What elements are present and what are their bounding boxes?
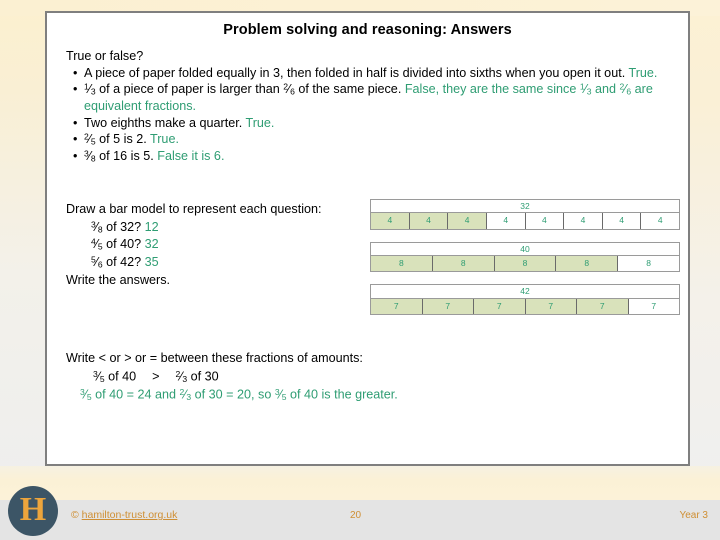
bar-cell-shaded: 4 <box>410 213 449 228</box>
question-text: of 40? <box>102 237 145 252</box>
comparison-left-amount: of 40 <box>104 369 137 384</box>
logo-letter-h: H <box>19 491 47 528</box>
fraction: $^2⁄_6$ <box>283 81 295 97</box>
bar-model-whole-label: 32 <box>371 200 679 213</box>
bar-model-question-list <box>66 219 376 272</box>
answer-text: True. <box>628 65 658 80</box>
bar-cell-shaded: 7 <box>423 299 475 314</box>
statement-text: of a piece of paper is larger than <box>95 82 284 97</box>
explanation-text: of 30 = 20, so <box>191 387 275 402</box>
fraction: $^4⁄_5$ <box>91 236 103 252</box>
fraction: $^2⁄_5$ <box>84 131 96 147</box>
comparison-explanation <box>66 386 666 404</box>
bar-cell-shaded: 8 <box>495 256 557 271</box>
answer-text: True. <box>150 132 179 147</box>
answer-text: False it is 6. <box>157 149 225 164</box>
comparison-operator: > <box>152 369 160 384</box>
bar-cell-shaded: 8 <box>433 256 495 271</box>
bar-model-parts <box>371 299 679 314</box>
page-number: 20 <box>350 510 362 521</box>
fraction: $^3⁄_5$ <box>80 387 92 403</box>
hamilton-trust-logo <box>8 486 58 536</box>
true-false-bullet <box>66 115 676 132</box>
bar-cell-shaded: 7 <box>371 299 423 314</box>
bar-cell: 4 <box>487 213 526 228</box>
bar-cell: 8 <box>646 258 651 269</box>
left-gradient-band <box>0 0 46 500</box>
comparison-expression <box>66 368 666 386</box>
fraction: $^2⁄_3$ <box>179 387 192 403</box>
bar-cell-shaded: 7 <box>526 299 578 314</box>
question-answer: 32 <box>144 237 159 252</box>
answer-text: are equivalent fractions. <box>84 82 653 114</box>
page-title: Problem solving and reasoning: Answers <box>223 22 512 38</box>
answer-text: False, they are the same since <box>404 82 580 97</box>
fraction: $^2⁄_6$ <box>619 81 632 97</box>
true-false-prompt: True or false? <box>66 49 144 63</box>
bar-model <box>370 242 680 273</box>
hamilton-trust-link[interactable]: hamilton-trust.org.uk <box>81 509 178 521</box>
statement-text: Two eighths make a quarter. <box>84 115 246 130</box>
true-false-bullet-list <box>66 65 676 165</box>
year-tag: Year 3 <box>679 510 708 521</box>
explanation-text: of 40 = 24 and <box>91 387 180 402</box>
statement-text: of 16 is 5. <box>95 149 158 164</box>
bar-cell: 4 <box>526 213 565 228</box>
bar-cell-shaded: 7 <box>474 299 526 314</box>
bar-model-question <box>66 254 376 272</box>
question-text: of 32? <box>102 219 145 234</box>
fraction: $^1⁄_3$ <box>579 81 592 97</box>
question-answer: 12 <box>144 219 159 234</box>
bar-cell: 4 <box>657 215 663 226</box>
bar-cell-shaded: 7 <box>577 299 629 314</box>
write-the-answers-label: Write the answers. <box>66 272 171 287</box>
bar-cell: 4 <box>603 213 642 228</box>
bar-cell: 4 <box>564 213 603 228</box>
bar-models-group <box>370 199 680 327</box>
bar-cell-shaded: 8 <box>371 256 433 271</box>
bottom-gradient-band <box>0 466 720 500</box>
bar-model-whole-label: 42 <box>371 285 679 298</box>
copyright-icon: © <box>71 509 79 521</box>
bar-model-parts <box>371 256 679 271</box>
bar-model-question <box>66 236 376 254</box>
fraction: $^3⁄_8$ <box>91 219 103 235</box>
bar-model <box>370 284 680 315</box>
bar-model-question-section <box>66 201 376 289</box>
content-box <box>45 11 690 466</box>
bar-cell: 7 <box>651 300 657 311</box>
comparison-section <box>66 350 666 404</box>
explanation-text: of 40 is the greater. <box>286 387 398 402</box>
fraction: $^3⁄_8$ <box>84 148 96 164</box>
true-false-bullet <box>66 81 676 114</box>
true-false-bullet <box>66 148 676 165</box>
comparison-right-amount: of 30 <box>187 369 219 384</box>
bar-cell-shaded: 4 <box>371 213 410 228</box>
copyright-notice <box>71 509 177 521</box>
fraction: $^5⁄_6$ <box>91 254 103 270</box>
statement-text: of the same piece. <box>294 82 405 97</box>
bar-cell-shaded: 4 <box>448 213 487 228</box>
fraction: $^1⁄_3$ <box>84 81 96 97</box>
bar-cell-shaded: 8 <box>556 256 618 271</box>
fraction: $^3⁄_5$ <box>274 387 287 403</box>
true-false-bullet <box>66 131 676 148</box>
bar-model-parts <box>371 213 679 228</box>
bar-model <box>370 199 680 230</box>
true-false-bullet <box>66 65 676 82</box>
statement-text: of 5 is 2. <box>95 132 151 147</box>
bar-model-question <box>66 219 376 237</box>
comparison-prompt: Write < or > or = between these fractions of amounts: <box>66 351 363 365</box>
answer-text: True. <box>245 115 275 130</box>
bar-model-whole-label: 40 <box>371 243 679 256</box>
answer-text: and <box>591 82 620 97</box>
fraction: $^3⁄_5$ <box>93 368 105 384</box>
question-answer: 35 <box>144 254 159 269</box>
fraction: $^2⁄_3$ <box>175 368 188 384</box>
bar-model-prompt: Draw a bar model to represent each question: <box>66 202 322 216</box>
question-text: of 42? <box>102 254 145 269</box>
statement-text: A piece of paper folded equally in 3, then folded in half is divided into sixths when you open it out. <box>84 65 629 80</box>
true-or-false-section <box>66 48 676 165</box>
